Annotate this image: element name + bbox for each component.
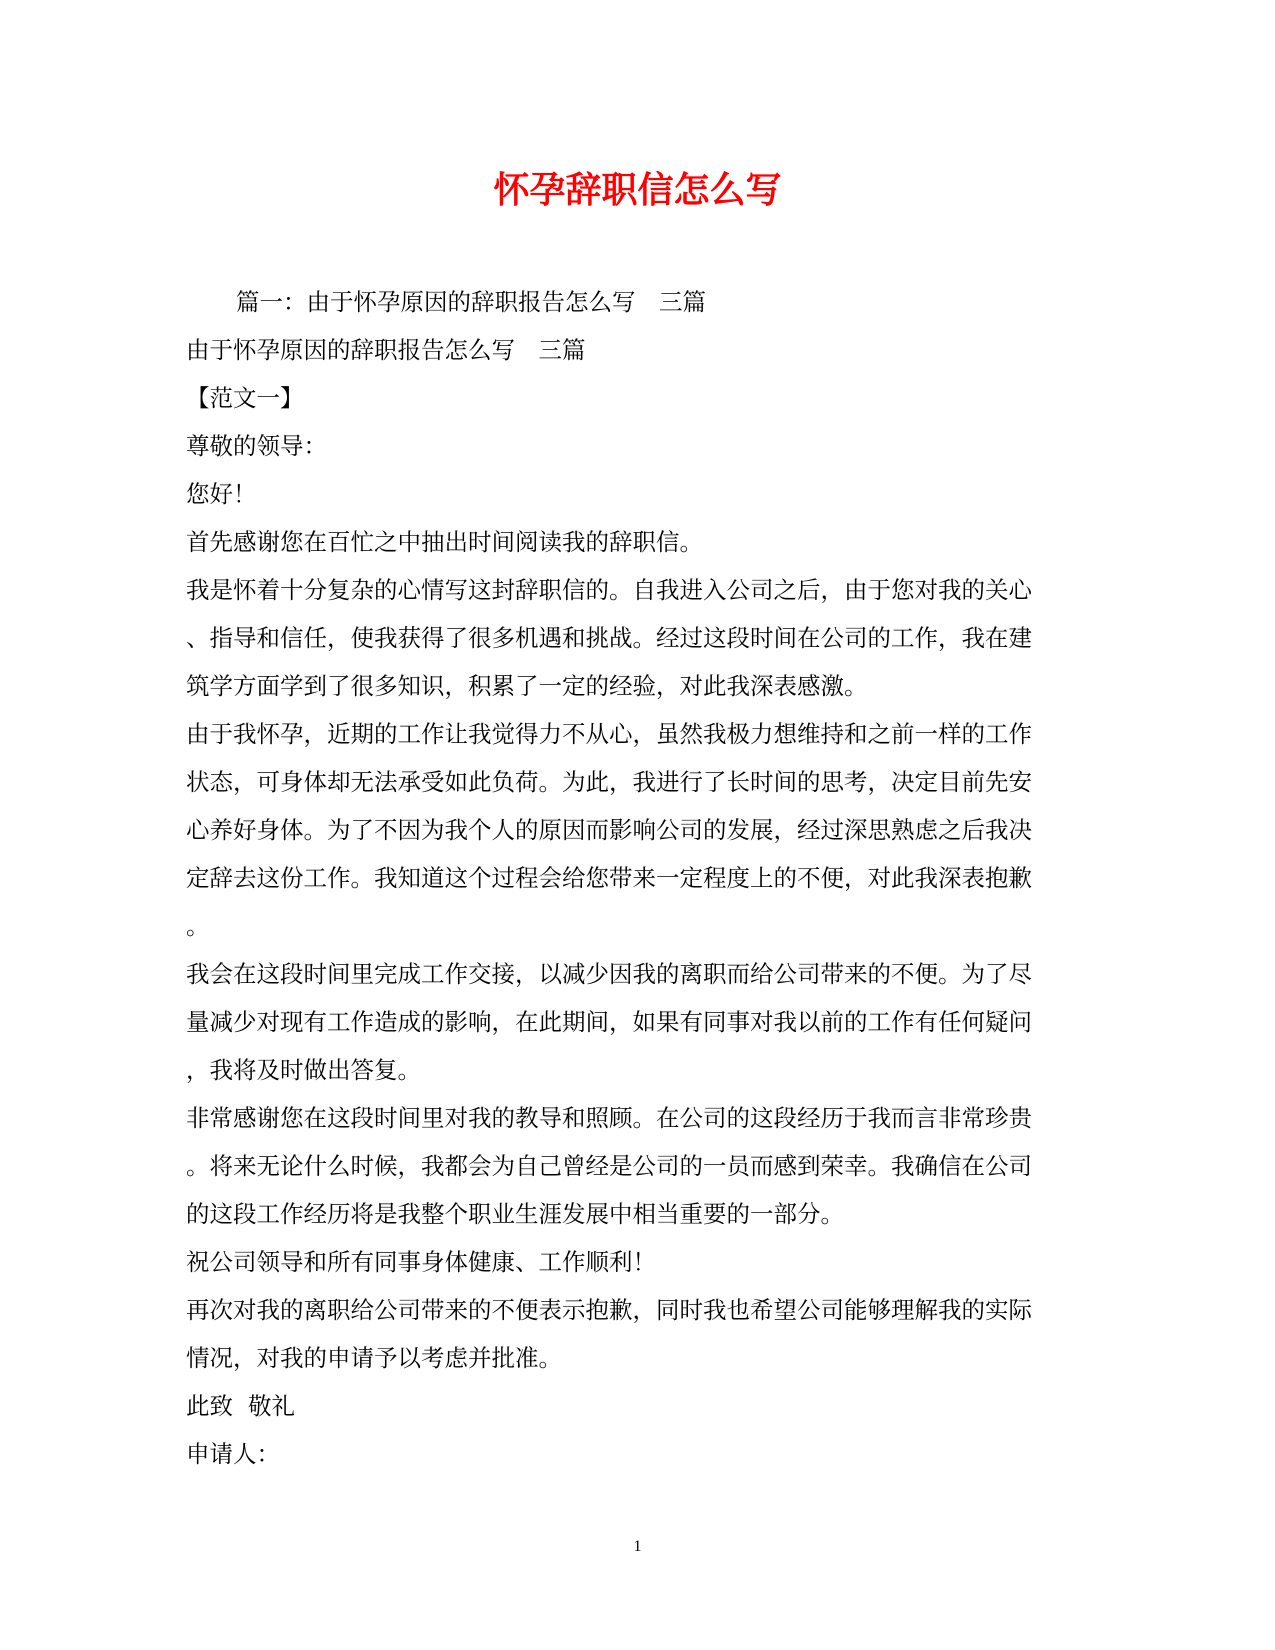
page-title: 怀孕辞职信怎么写 — [493, 169, 782, 211]
paragraph-line: 筑学方面学到了很多知识，积累了一定的经验，对此我深表感激。 — [186, 672, 868, 700]
subtitle-line: 由于怀孕原因的辞职报告怎么写 三篇 — [186, 336, 586, 364]
paragraph-line: 的这段工作经历将是我整个职业生涯发展中相当重要的一部分。 — [186, 1200, 844, 1228]
paragraph-line: 非常感谢您在这段时间里对我的教导和照顾。在公司的这段经历于我而言非常珍贵 — [186, 1104, 1032, 1132]
paragraph-line: 。将来无论什么时候，我都会为自己曾经是公司的一员而感到荣幸。我确信在公司 — [186, 1152, 1032, 1180]
paragraph-line: 再次对我的离职给公司带来的不便表示抱歉，同时我也希望公司能够理解我的实际 — [186, 1296, 1032, 1324]
section-heading: 篇一：由于怀孕原因的辞职报告怎么写 三篇 — [236, 288, 706, 316]
paragraph-line: 祝公司领导和所有同事身体健康、工作顺利！ — [186, 1248, 656, 1276]
paragraph-line: 状态，可身体却无法承受如此负荷。为此，我进行了长时间的思考，决定目前先安 — [186, 768, 1032, 796]
salutation: 尊敬的领导： — [186, 432, 327, 460]
paragraph-line: 我是怀着十分复杂的心情写这封辞职信的。自我进入公司之后，由于您对我的关心 — [186, 576, 1032, 604]
closing-line: 此致 敬礼 — [186, 1392, 295, 1420]
paragraph-line: 定辞去这份工作。我知道这个过程会给您带来一定程度上的不便，对此我深表抱歉 — [186, 864, 1032, 892]
applicant-line: 申请人： — [186, 1440, 280, 1468]
paragraph-line: 情况，对我的申请予以考虑并批准。 — [186, 1344, 562, 1372]
page-number: 1 — [633, 1538, 642, 1555]
paragraph-line: 由于我怀孕，近期的工作让我觉得力不从心，虽然我极力想维持和之前一样的工作 — [186, 720, 1032, 748]
paragraph-line: 心养好身体。为了不因为我个人的原因而影响公司的发展，经过深思熟虑之后我决 — [186, 816, 1032, 844]
paragraph-line: 首先感谢您在百忙之中抽出时间阅读我的辞职信。 — [186, 528, 703, 556]
document-body — [186, 278, 1091, 1478]
paragraph-line: 。 — [186, 912, 210, 940]
paragraph-line: 量减少对现有工作造成的影响，在此期间，如果有同事对我以前的工作有任何疑问 — [186, 1008, 1032, 1036]
paragraph-line: 我会在这段时间里完成工作交接，以减少因我的离职而给公司带来的不便。为了尽 — [186, 960, 1032, 988]
paragraph-line: 、指导和信任，使我获得了很多机遇和挑战。经过这段时间在公司的工作，我在建 — [186, 624, 1032, 652]
greeting: 您好！ — [186, 480, 257, 508]
paragraph-line: ，我将及时做出答复。 — [186, 1056, 421, 1084]
sample-label: 【范文一】 — [186, 384, 304, 412]
